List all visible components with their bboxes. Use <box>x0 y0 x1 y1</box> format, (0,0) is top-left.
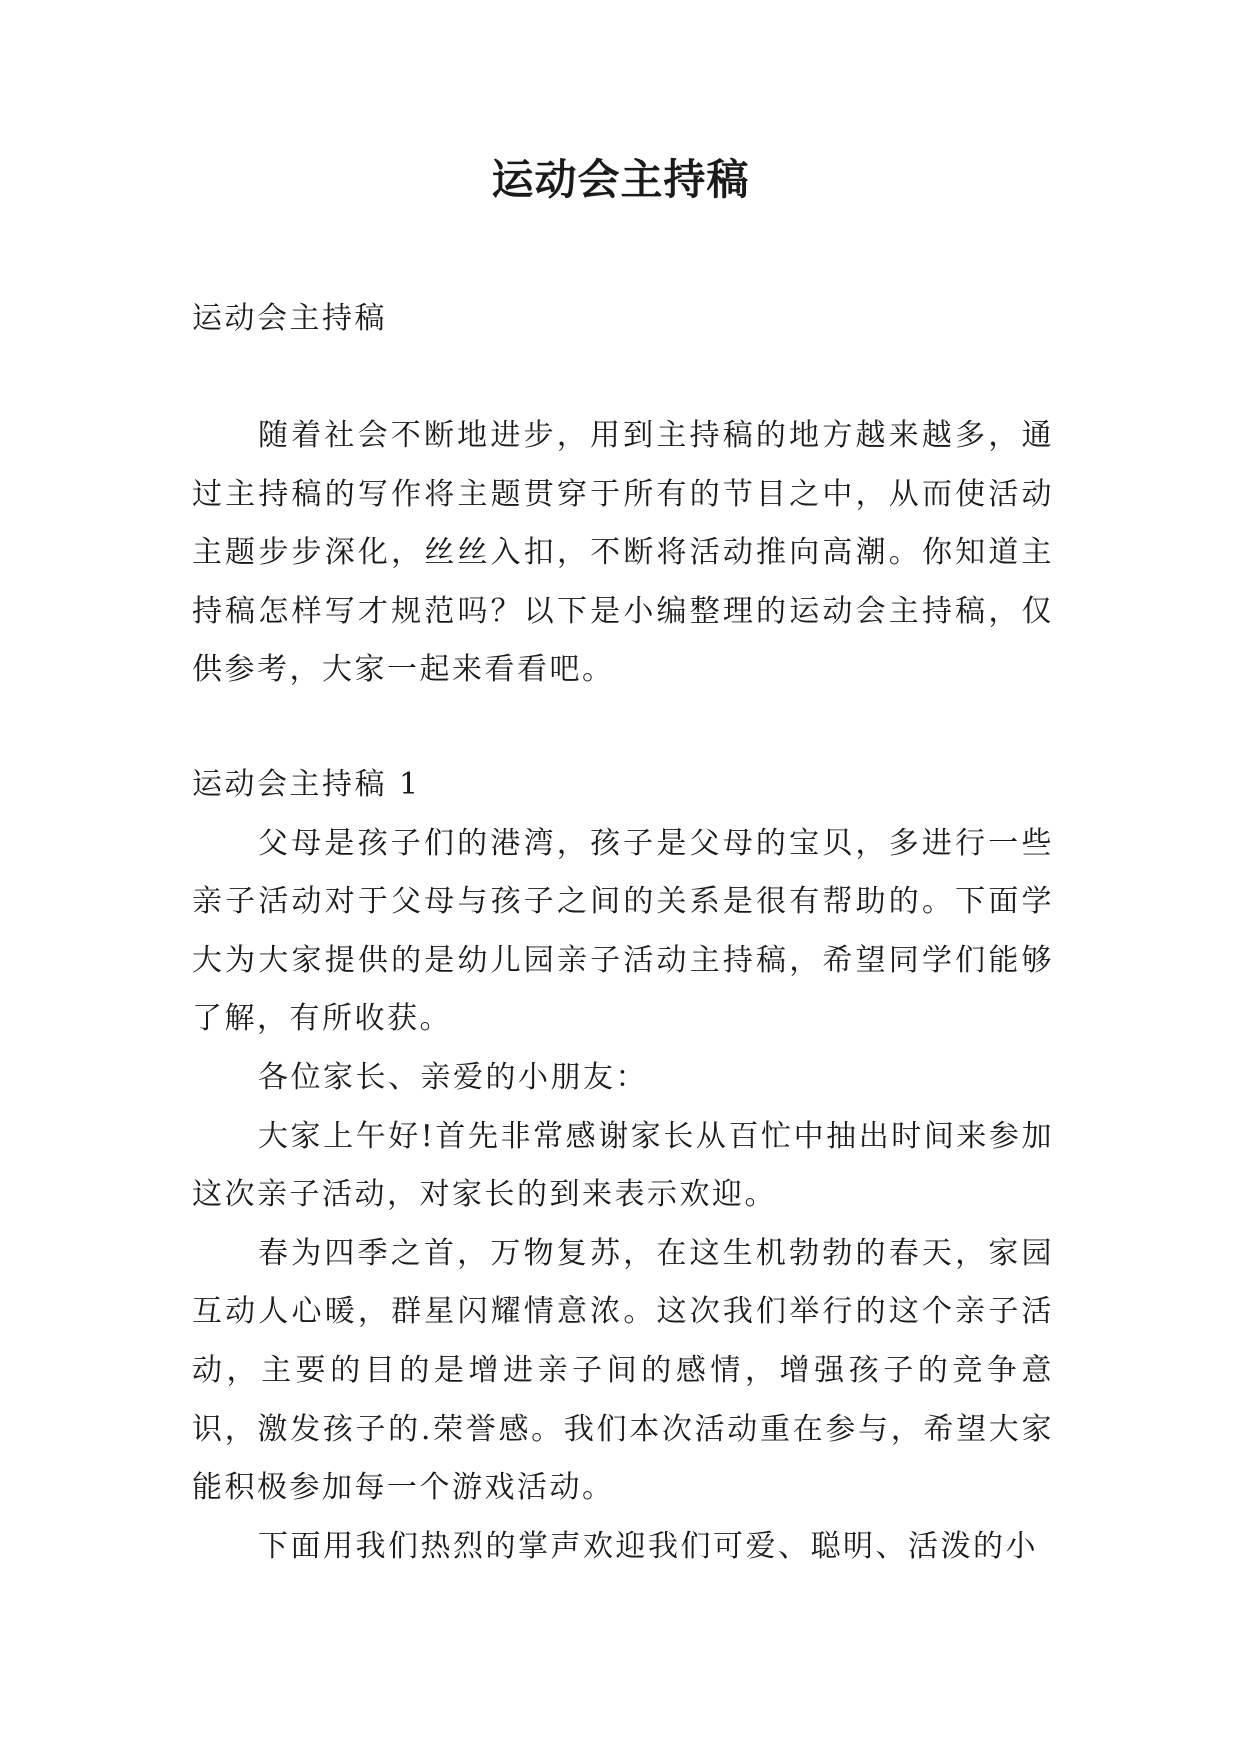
paragraph: 各位家长、亲爱的小朋友： <box>258 1059 648 1095</box>
paragraph: 下面用我们热烈的掌声欢迎我们可爱、聪明、活泼的小 <box>258 1528 1038 1564</box>
section-1 <box>192 756 1054 1576</box>
document-subtitle: 运动会主持稿 <box>192 301 387 336</box>
section-heading: 运动会主持稿 1 <box>192 767 421 802</box>
paragraph: 大家上午好!首先非常感谢家长从百忙中抽出时间来参加这次亲子活动，对家长的到来表示欢迎。 <box>192 1118 1054 1213</box>
document-title: 运动会主持稿 <box>491 155 750 204</box>
paragraph: 春为四季之首，万物复苏，在这生机勃勃的春天，家园互动人心暖，群星闪耀情意浓。这次我们举行的这个亲子活动，主要的目的是增进亲子间的感情，增强孩子的竞争意识，激发孩子的.荣誉感。我们本次活动重在参与，希望大家能积极参加每一个游戏活动。 <box>192 1235 1054 1506</box>
intro-block <box>192 407 1054 700</box>
intro-paragraph: 随着社会不断地进步，用到主持稿的地方越来越多，通过主持稿的写作将主题贯穿于所有的节目之中，从而使活动主题步步深化，丝丝入扣，不断将活动推向高潮。你知道主持稿怎样写才规范吗？以下是小编整理的运动会主持稿，仅供参考，大家一起来看看吧。 <box>192 418 1054 688</box>
paragraph: 父母是孩子们的港湾，孩子是父母的宝贝，多进行一些亲子活动对于父母与孩子之间的关系是很有帮助的。下面学大为大家提供的是幼儿园亲子活动主持稿，希望同学们能够了解，有所收获。 <box>192 825 1054 1037</box>
